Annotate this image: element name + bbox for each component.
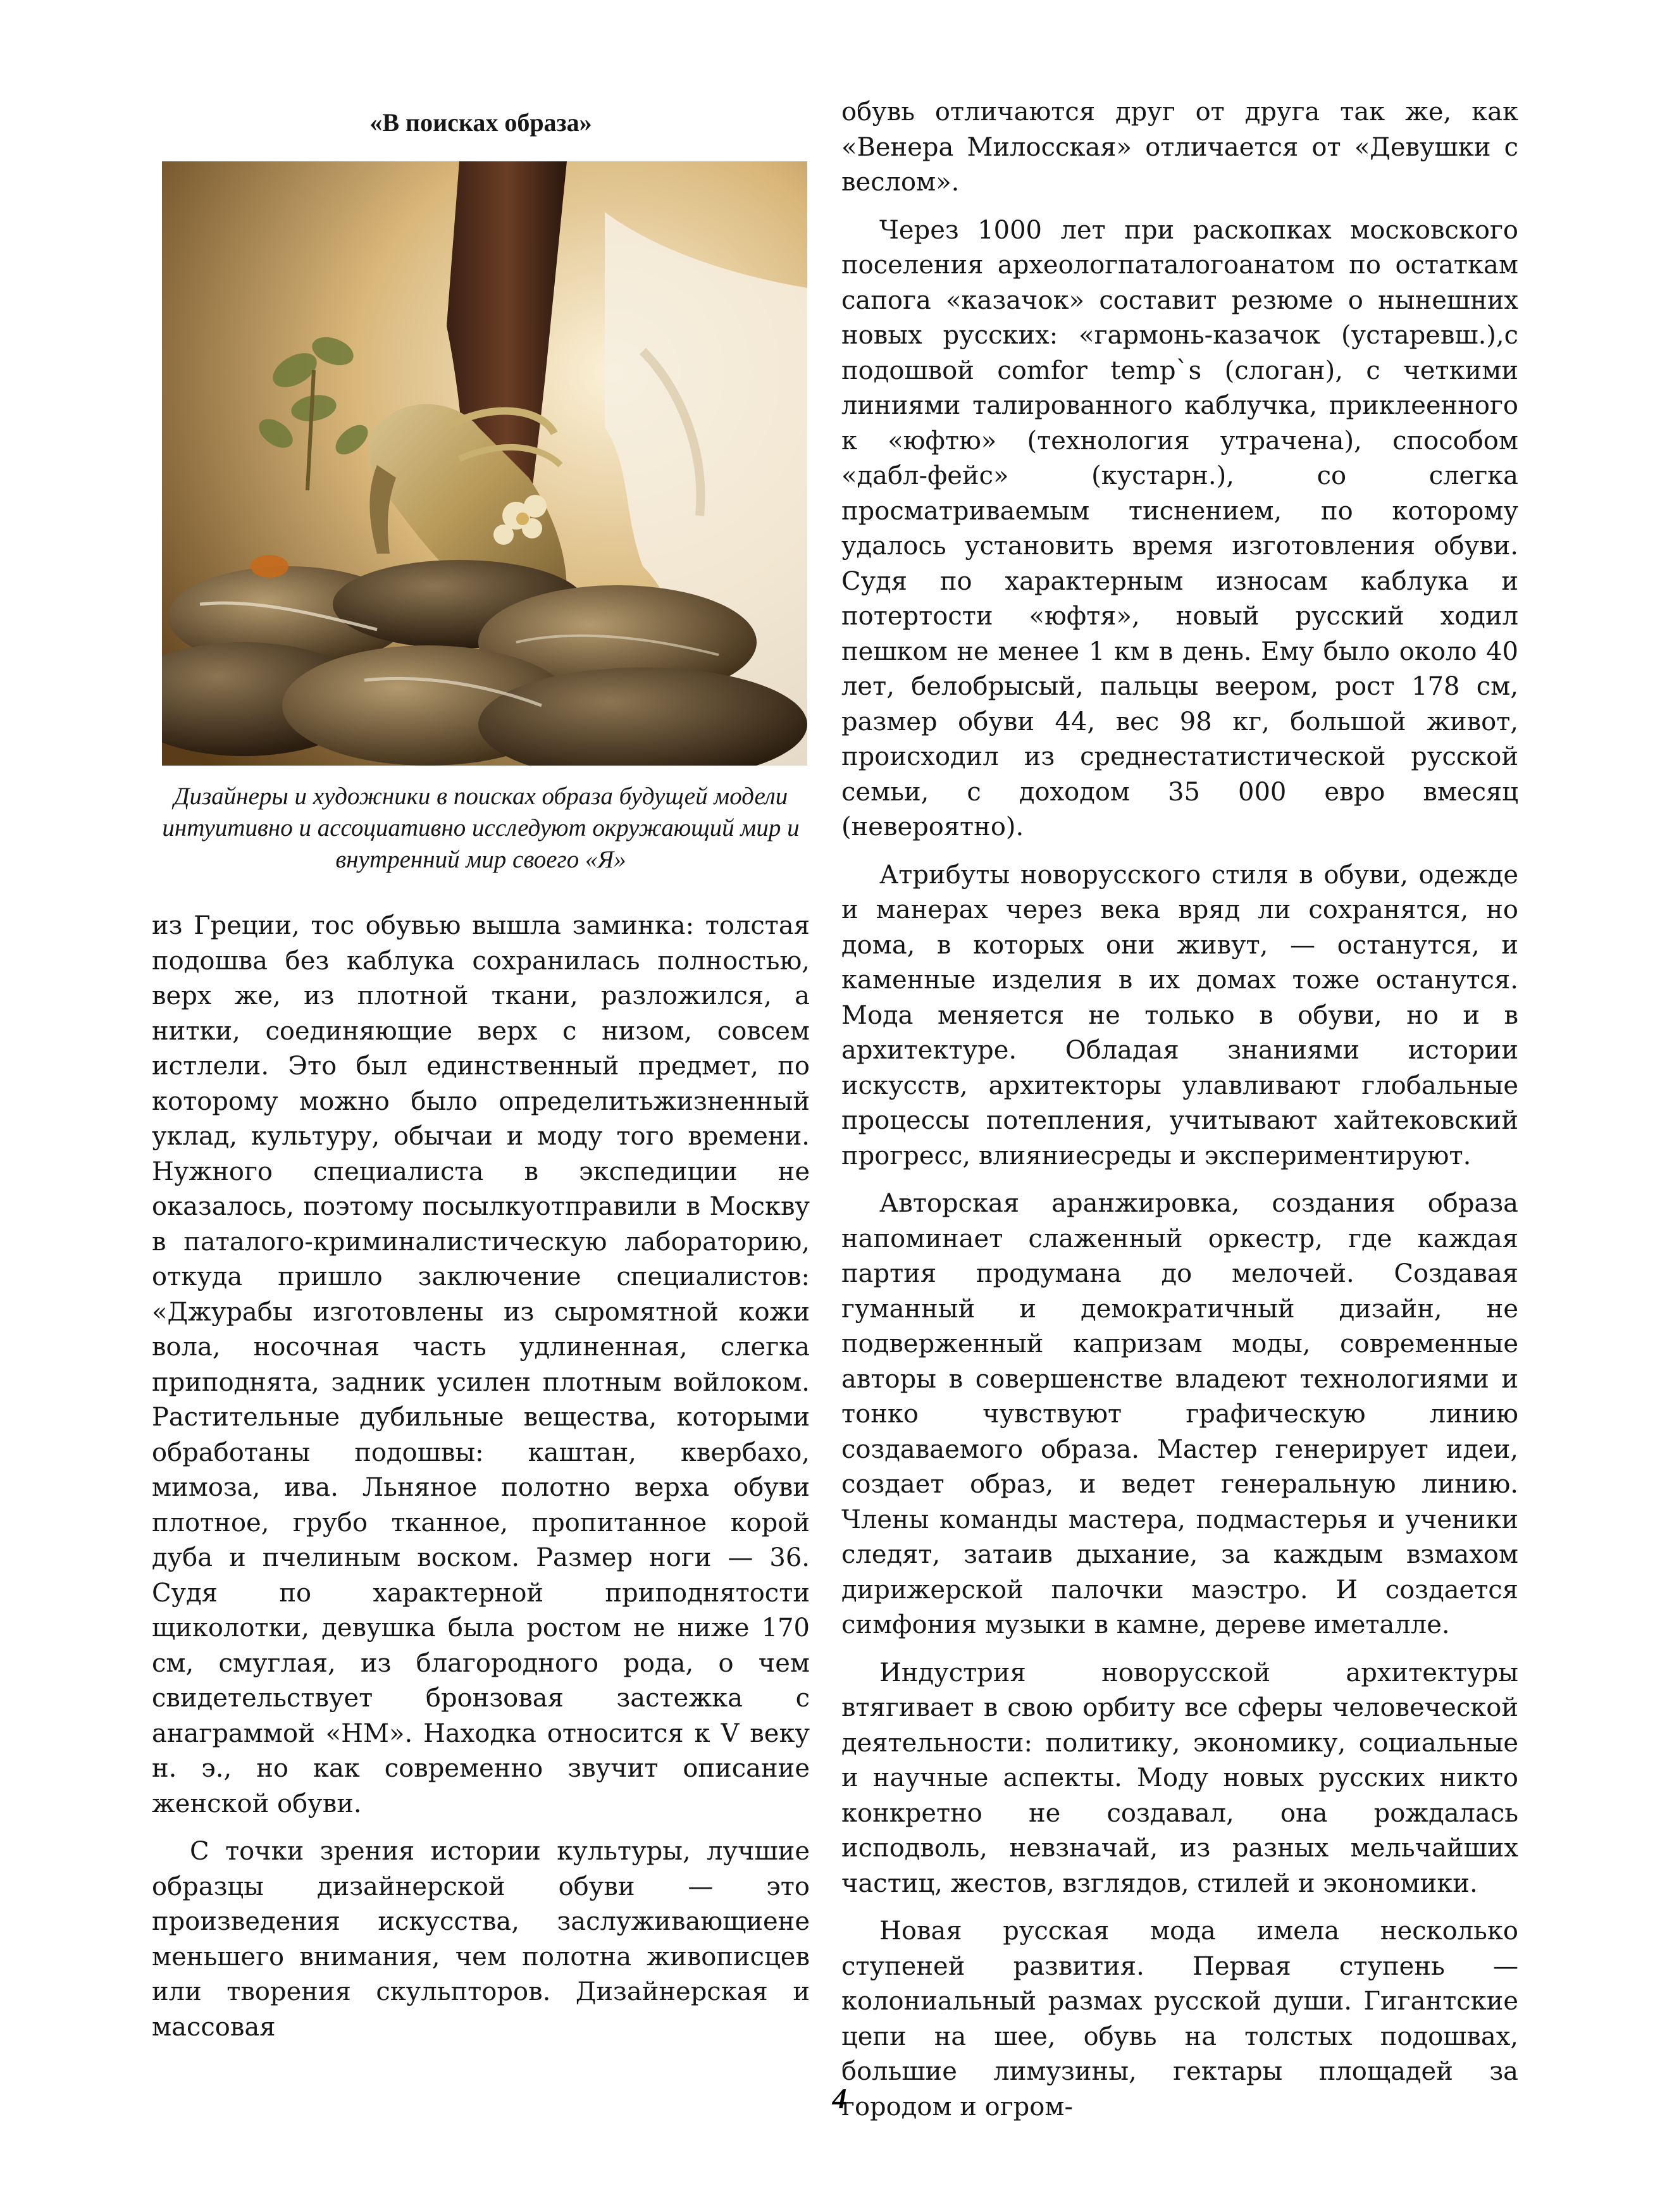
paragraph: Авторская аранжировка, создания образа напоминает слаженный оркестр, где каждая партия продумана до мелочей. Создавая гуманный и демократичный дизайн, не подверженный капризам моды, современные авторы в совершенстве владеют технологиями и тонко чувствуют графическую линию создаваемого образа. Мастер генерирует идеи, создает образ, и ведет генеральную линию. Члены команды мастера, подмастерья и ученики следят, затаив дыхание, за каждым взмахом дирижерской палочки маэстро. И создается симфония музыки в камне, дереве иметалле. bbox=[841, 1189, 1518, 1639]
shoe-photo bbox=[162, 161, 807, 766]
paragraph: из Греции, тос обувью вышла заминка: толстая подошва без каблука сохранилась полностью, верх же, из плотной ткани, разложился, а нитки, соединяющие верх с низом, совсем истлели. Это был единственный предмет, по которому можно было определитьжизненный уклад, культуру, обычаи и моду того времени. Нужного специалиста в экспедиции не оказалось, поэтому посылкуотправили в Москву в паталого-криминалистическую лабораторию, откуда пришло заключение специалистов: «Джурабы изготовлены из сыромятной кожи вола, носочная часть удлиненная, слегка приподнята, задник усилен плотным войлоком. Растительные дубильные вещества, которыми обработаны подошвы: каштан, квербахо, мимоза, ива. Льняное полотно верха обуви плотное, грубо тканное, пропитанное корой дуба и пчелиным воском. Размер ноги — 36. Судя по характерной приподнятости щиколотки, девушка была ростом не ниже 170 см, смуглая, из благородного рода, о чем свидетельствует бронзовая застежка с анаграммой «НМ». Находка относится к V веку н. э., но как современно звучит описание женской обуви. bbox=[152, 911, 810, 1818]
paragraph: С точки зрения истории культуры, лучшие образцы дизайнерской обуви — это произведения искусства, заслуживающиене меньшего внимания, чем полотна живописцев или творения скульпторов. Дизайнерская и массовая bbox=[152, 1837, 810, 2042]
figure-caption: Дизайнеры и художники в поисках образа будущей модели интуитивно и ассоциативно исследуют окружающий мир и внутренний мир своего «Я» bbox=[162, 783, 800, 873]
paragraph: Через 1000 лет при раскопках московского поселения археологпаталогоанатом по остаткам сапога «казачок» составит резюме о нынешних новых русских: «гармонь-казачок (устаревш.),с подошвой comfor temp`s (слоган), с четкими линиями талированного каблучка, приклеенного к «юфтю» (технология утрачена), способом «дабл-фейс» (кустарн.), со слегка просматриваемым тиснением, по которому удалось установить время изготовления обуви. Судя по характерным износам каблука и потертости «юфтя», новый русский ходил пешком не менее 1 км в день. Ему было около 40 лет, белобрысый, пальцы веером, рост 178 см, размер обуви 44, вес 98 кг, большой живот, происходил из среднестатистической русской семьи, с доходом 35 000 евро вмесяц (невероятно). bbox=[841, 215, 1518, 842]
page-number: 4 bbox=[832, 2082, 847, 2115]
paragraph: Атрибуты новорусского стиля в обуви, одежде и манерах через века вряд ли сохранятся, но дома, в которых они живут, — останутся, и каменные изделия в их домах тоже останутся. Мода меняется не только в обуви, но и в архитектуре. Обладая знаниями истории искусств, архитекторы улавливают глобальные процессы потепления, учитывают хайтековский прогресс, влияниесреды и экспериментируют. bbox=[841, 860, 1518, 1171]
right-column bbox=[841, 95, 1518, 2125]
left-column bbox=[152, 95, 810, 2045]
paragraph: обувь отличаются друг от друга так же, как «Венера Милосская» отличается от «Девушки с веслом». bbox=[841, 97, 1518, 197]
figure-title: «В поисках образа» bbox=[369, 108, 592, 137]
paragraph: Индустрия новорусской архитектуры втягивает в свою орбиту все сферы человеческой деятельности: политику, экономику, социальные и научные аспекты. Моду новых русских никто конкретно не создавал, она рождалась исподволь, невзначай, из разных мельчайших частиц, жестов, взглядов, стилей и экономики. bbox=[841, 1658, 1518, 1898]
left-column-text bbox=[152, 909, 810, 2045]
paragraph: Новая русская мода имела несколько ступеней развития. Первая ступень — колониальный размах русской души. Гигантские цепи на шее, обувь на толстых подошвах, большие лимузины, гектары площадей за городом и огром- bbox=[841, 1917, 1518, 2122]
